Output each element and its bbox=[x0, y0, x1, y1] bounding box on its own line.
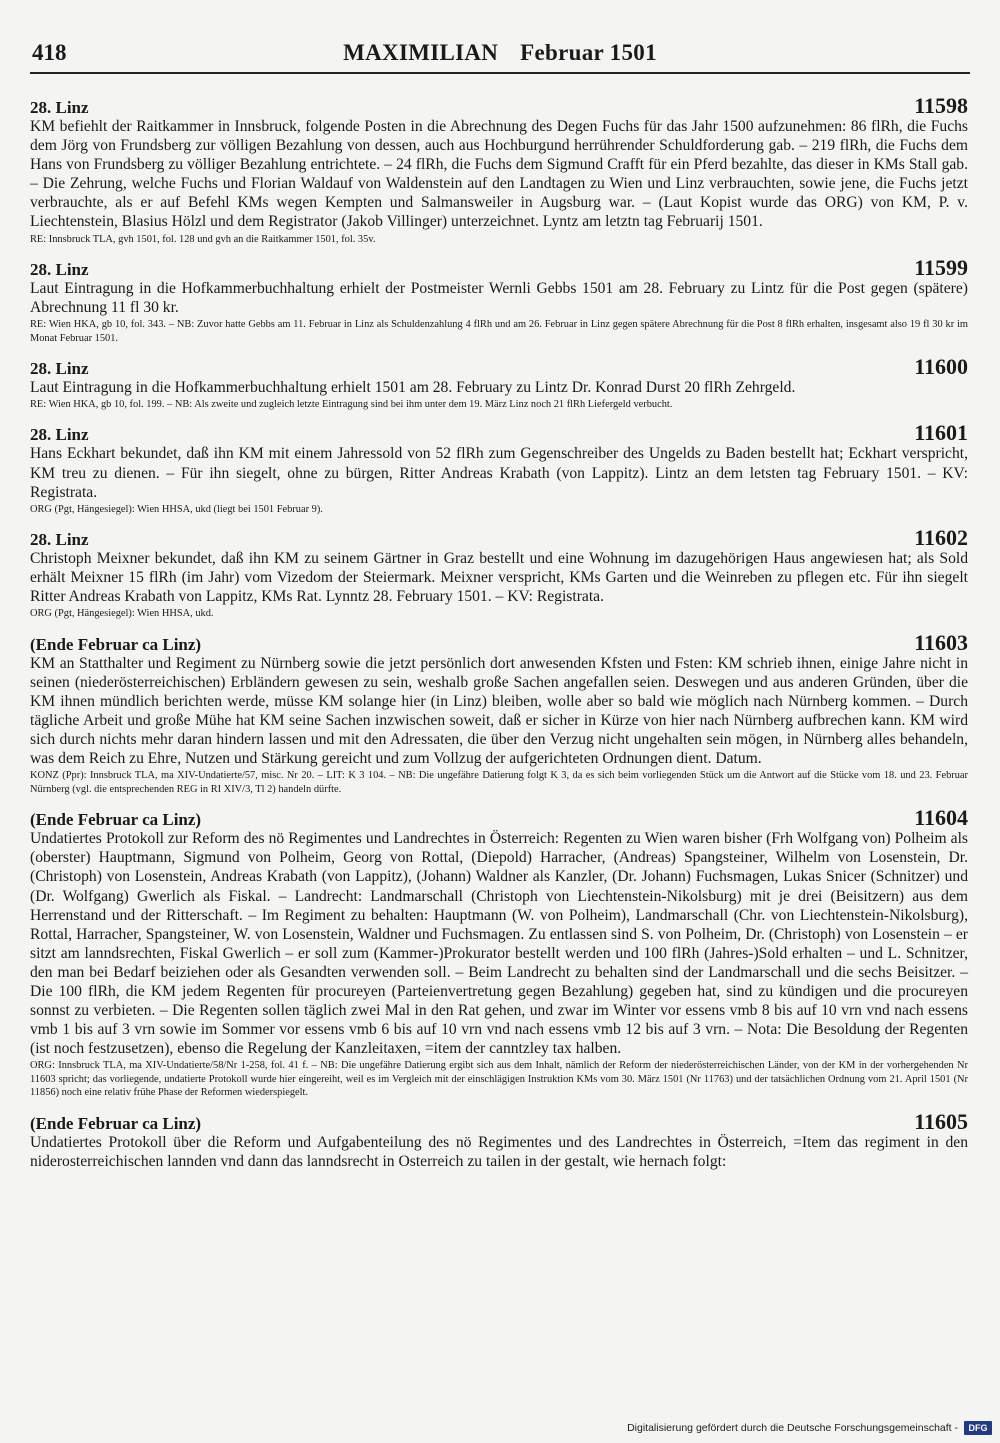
entry-11600 bbox=[30, 354, 968, 412]
entry-number: 11604 bbox=[914, 805, 968, 831]
entry-head bbox=[30, 354, 968, 378]
title-name: MAXIMILIAN bbox=[343, 40, 499, 65]
entry-source: RE: Wien HKA, gb 10, fol. 199. – NB: Als zweite und zugleich letzte Eintragung sind bei ihm unter dem 19. März Linz noch 21 flRh Liefergeld verbucht. bbox=[30, 399, 673, 411]
entry-date: 28. Linz bbox=[30, 425, 89, 445]
running-header bbox=[30, 40, 970, 74]
entry-11599 bbox=[30, 255, 968, 345]
entry-number: 11598 bbox=[914, 93, 968, 118]
entry-date: 28. Linz bbox=[30, 530, 89, 550]
entry-11598 bbox=[30, 93, 968, 246]
page-number: 418 bbox=[32, 40, 67, 65]
entry-head bbox=[30, 93, 968, 117]
footer-credit: Digitalisierung gefördert durch die Deutsche Forschungsgemeinschaft - bbox=[627, 1422, 958, 1434]
entry-number: 11601 bbox=[914, 420, 968, 446]
entry-date: 28. Linz bbox=[30, 259, 89, 279]
entry-number: 11603 bbox=[914, 629, 968, 655]
entry-body: KM befiehlt der Raitkammer in Innsbruck, folgende Posten in die Abrechnung des Degen Fuchs für das Jahr 1500 aufzunehmen: 86 flRh, die Fuchs dem Jörg von Frundsberg zur völligen Bezahlung von dessen, auch aus Hochburgund herrührender Schuldforderung gab. – 219 flRh, die Fuchs dem Hans von Frundsberg zu völliger Bezahlung entrichtete. – 24 flRh, die Fuchs dem Sigmund Crafft für ein Pferd bezahlte, das dieser in KMs Stall gab. – Die Zehrung, welche Fuchs und Florian Waldauf von Waldenstein auf den Landtagen zu Wien und Linz verbrauchten, sowie jene, die Fuchs jetzt verbrauchte, als er auf Befehl KMs wegen Kempten und Salmansweiler in Augsburg war. – (Laut Kopist wurde das ORG) von KM, P. v. Liechtenstein, Blasius Hölzl und dem Registrator (Jakob Villinger) unterzeichnet. Lyntz am letztn tag Februarij 1501. bbox=[30, 118, 968, 231]
title-date: Februar 1501 bbox=[520, 40, 657, 65]
entry-11602 bbox=[30, 525, 968, 621]
entry-body: Laut Eintragung in die Hofkammerbuchhaltung erhielt der Postmeister Wernli Gebbs 1501 am 28. February zu Lintz für die Post gegen (spätere) Abrechnung 11 fl 30 kr. bbox=[30, 279, 968, 317]
dfg-logo-icon: DFG bbox=[964, 1421, 992, 1435]
entry-source: ORG (Pgt, Hängesiegel): Wien HHSA, ukd. bbox=[30, 608, 214, 620]
entry-source: ORG: Innsbruck TLA, ma XIV-Undatierte/58/Nr 1-258, fol. 41 f. – NB: Die ungefähre Datierung ergibt sich aus dem Inhalt, nämlich der Reform der niederösterreichischen Länder, von der KM in der vorhergehenden Nr 11603 spricht; das vorliegende, undatierte Protokoll wurde hier eingereiht, weil es im Vergleich mit der einschlägigen Instruktion KMs vom 30. März 1501 (Nr 11763) und der tatsächlichen Ordnung vom 21. April 1501 (Nr 11856) noch eine relativ frühe Phase der Reformen wiederspiegelt. bbox=[30, 1060, 968, 1099]
entry-head bbox=[30, 1109, 968, 1133]
footer bbox=[627, 1419, 992, 1437]
running-title bbox=[30, 40, 970, 66]
entry-date: 28. Linz bbox=[30, 98, 89, 117]
entry-number: 11602 bbox=[914, 525, 968, 551]
entry-source: RE: Wien HKA, gb 10, fol. 343. – NB: Zuvor hatte Gebbs am 11. Februar in Linz als Schuldenzahlung 4 flRh und am 26. Februar in Linz gegen spätere Abrechnung für die Post 8 flRh erhalten, insgesamt also 19 fl 30 kr im Monat Februar 1501. bbox=[30, 319, 968, 344]
entry-11604 bbox=[30, 805, 968, 1099]
entries-list bbox=[30, 93, 968, 1180]
entry-11603 bbox=[30, 630, 968, 796]
entry-date: (Ende Februar ca Linz) bbox=[30, 634, 202, 654]
entry-11601 bbox=[30, 420, 968, 516]
entry-number: 11600 bbox=[914, 353, 968, 379]
entry-number: 11605 bbox=[914, 1108, 968, 1134]
entry-head bbox=[30, 805, 968, 829]
entry-date: (Ende Februar ca Linz) bbox=[30, 810, 202, 830]
entry-body: Undatiertes Protokoll zur Reform des nö Regimentes und Landrechtes in Österreich: Regenten zu Wien waren bisher (Frh Wolfgang von) Polheim als (oberster) Hauptmann, Sigmund von Polheim, Georg von Rottal, (Diepold) Harracher, (Andreas) Spangsteiner, Wilhelm von Losenstein, Dr. (Christoph) von Losenstein, Andreas Krabath (von Lappitz), (Johann) Waldner als Kanzler, (Dr. Johann) Fuchsmagen, Lukas Snicer (Schnitzer) und (Dr. Wolfgang) Gwerlich als Fiskal. – Landrecht: Landmarschall (Christoph von Liechtenstein-Nikolsburg) mit je drei (Beisitzern) aus dem Herrenstand und der Ritterschaft. – Im Regiment zu behalten: Hauptmann (W. von Polheim), Landmarschall (Chr. von Liechtenstein-Nikolsburg), Rottal, Harracher, Spangsteiner, W. von Losenstein, Waldner und Fuchsmagen. Zu entlassen sind S. von Polheim, Dr. (Christoph) von Losenstein – er sitzt am lanndsrechten, Fiskal Gwerlich – er soll zum (Kammer-)Prokurator bestellt werden und 100 flRh (Jahres-)Sold erhalten – und L. Schnitzer, den man bei Bedarf beiziehen oder als Gesandten verwenden soll. – Beim Landrecht zu behalten sind der Landmarschall und die sechs Beisitzer. – Die 100 flRh, die KM jedem Regenten für procureyen (Parteienvertretung gegen Bezahlung) gegeben hat, sind zu kündigen und die procureyen sonnst zu verbieten. – Die Regenten sollen täglich zwei Mal in den Rat gehen, und zwar im Winter vor essens vmb 8 bis auf 10 vrn vnd nach essens vmb 1 bis auf 3 vrn sowie im Sommer vor essens vmb 6 bis auf 10 vrn vnd nach essens vmb 12 bis auf 3 vrn. – Nota: Die Besoldung der Regenten (ist noch festzusetzen), ebenso die Regelung der Kanzleitaxen, =item der canntzley tax halben. bbox=[30, 830, 968, 1058]
entry-source: KONZ (Ppr): Innsbruck TLA, ma XIV-Undatierte/57, misc. Nr 20. – LIT: K 3 104. – NB: Die ungefähre Datierung folgt K 3, da es sich beim vorliegenden Stück um die Antwort auf die Stücke vom 18. und 23. Februar Nürnberg (vgl. die entsprechenden REG in RI XIV/3, Tl 2) handeln dürfte. bbox=[30, 770, 968, 795]
entry-head bbox=[30, 525, 968, 549]
entry-date: (Ende Februar ca Linz) bbox=[30, 1113, 202, 1133]
entry-date: 28. Linz bbox=[30, 358, 89, 378]
entry-source: ORG (Pgt, Hängesiegel): Wien HHSA, ukd (liegt bei 1501 Februar 9). bbox=[30, 503, 323, 515]
header-rule bbox=[30, 72, 970, 74]
entry-source: RE: Innsbruck TLA, gvh 1501, fol. 128 und gvh an die Raitkammer 1501, fol. 35v. bbox=[30, 233, 376, 245]
entry-body: KM an Statthalter und Regiment zu Nürnberg sowie die jetzt persönlich dort anwesenden Kfsten und Fsten: KM schrieb ihnen, einige Jahre nicht in seinen (niederösterreichischen) Erbländern gewesen zu sein, weshalb große Sachen angefallen seien. Deswegen und aus anderen Gründen, über die KM ihnen mündlich berichten werde, müsse KM solange hier (in Linz) bleiben, wolle aber so bald wie möglich nach Nürnberg kommen. – Durch tägliche Arbeit und große Mühe hat KM seine Sachen inzwischen soweit, daß er sicher in Kürze von hier nach Nürnberg aufbrechen kann. KM wird sich durch nichts mehr daran hindern lassen und mit den Adressaten, die über den Verzug nicht ungehalten sein mögen, in Nürnberg alles behandeln, was dem Reich zu Ehre, Nutzen und Stärkung gereicht und zum Vollzug der aufgerichteten Ordnungen dient. Datum. bbox=[30, 654, 968, 768]
entry-body: Laut Eintragung in die Hofkammerbuchhaltung erhielt 1501 am 28. February zu Lintz Dr. Konrad Durst 20 flRh Zehrgeld. bbox=[30, 378, 796, 396]
entry-head bbox=[30, 420, 968, 444]
entry-body: Hans Eckhart bekundet, daß ihn KM mit einem Jahressold von 52 flRh zum Gegenschreiber des Ungelds zu Baden bestellt hat; Eckhart verspricht, KM treu zu dienen. – Für ihn siegelt, ohne zu bürgen, Ritter Andreas Krabath (von Lappitz). Lintz an dem letsten tag February 1501. – KV: Registrata. bbox=[30, 445, 968, 501]
entry-body: Undatiertes Protokoll über die Reform und Aufgabenteilung des nö Regimentes und des Landrechtes in Österreich, =Item das regiment in den niderosterreichischen lannden vnd dann das lanndsrecht in Osterreich zu tailen in der gestalt, wie hernach folgt: bbox=[30, 1133, 968, 1170]
entry-number: 11599 bbox=[914, 254, 968, 280]
entry-11605 bbox=[30, 1109, 968, 1171]
entry-body: Christoph Meixner bekundet, daß ihn KM zu seinem Gärtner in Graz bestellt und eine Wohnung im dazugehörigen Haus angewiesen hat; als Sold erhält Meixner 15 flRh (im Jahr) vom Vizedom der Steiermark. Meixner verspricht, KMs Garten und die Weinreben zu pflegen etc. Für ihn siegelt Ritter Andreas Krabath von Lappitz, KMs Rat. Lynntz 28. February 1501. – KV: Registrata. bbox=[30, 550, 968, 606]
entry-head bbox=[30, 255, 968, 279]
entry-head bbox=[30, 630, 968, 654]
